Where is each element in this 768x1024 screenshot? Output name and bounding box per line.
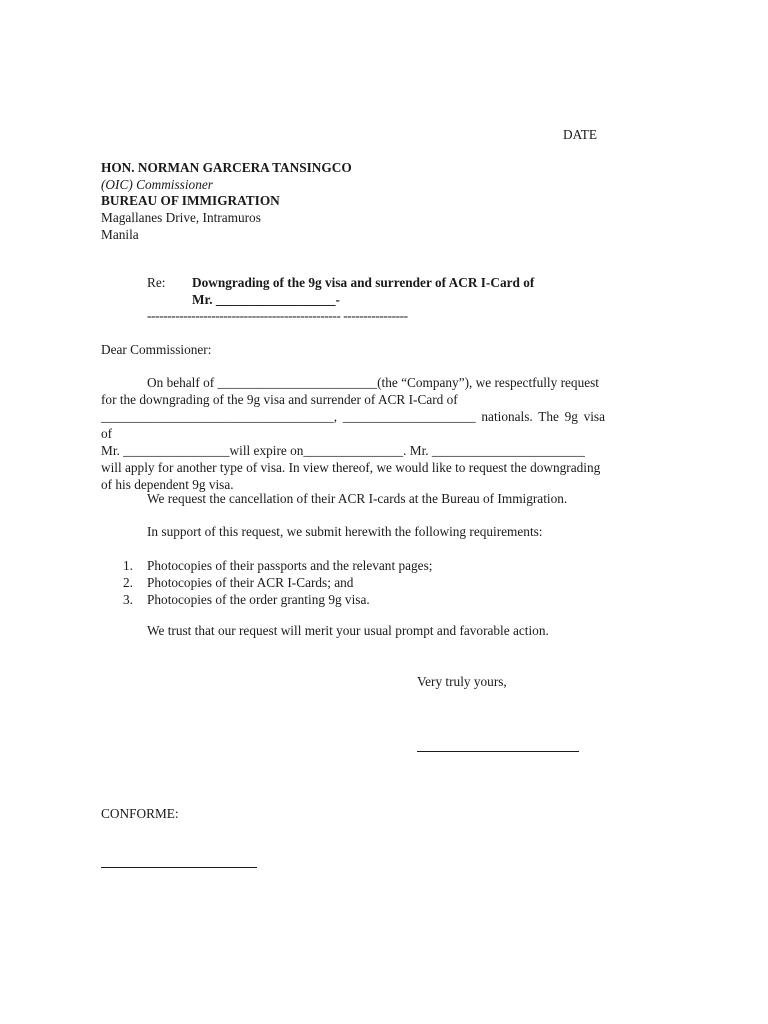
list-item-text: Photocopies of the order granting 9g visa. bbox=[147, 592, 370, 607]
date-placeholder: DATE bbox=[563, 127, 597, 142]
list-item-number: 3. bbox=[123, 592, 133, 607]
conforme-label: CONFORME: bbox=[101, 806, 179, 821]
list-item-number: 2. bbox=[123, 575, 133, 590]
closing: Very truly yours, bbox=[417, 674, 507, 689]
re-divider: ------------------------------------------------ ---------------- bbox=[147, 308, 408, 323]
list-item-text: Photocopies of their passports and the relevant pages; bbox=[147, 558, 433, 573]
addressee-name: HON. NORMAN GARCERA TANSINGCO bbox=[101, 160, 352, 175]
body-paragraph-2: We request the cancellation of their ACR I-cards at the Bureau of Immigration. bbox=[147, 491, 568, 506]
list-item bbox=[101, 557, 432, 574]
para1-line-1: On behalf of ________________________(the “Company”), we respectfully request bbox=[147, 375, 599, 390]
addressee-city: Manila bbox=[101, 227, 139, 242]
signature-line bbox=[417, 751, 579, 752]
re-subject-line1: Downgrading of the 9g visa and surrender of ACR I-Card of bbox=[192, 275, 535, 290]
list-item-text: Photocopies of their ACR I-Cards; and bbox=[147, 575, 354, 590]
salutation: Dear Commissioner: bbox=[101, 342, 212, 357]
requirements-list bbox=[101, 557, 432, 608]
para1-line-6: of his dependent 9g visa. bbox=[101, 477, 234, 492]
addressee-office: BUREAU OF IMMIGRATION bbox=[101, 193, 280, 208]
list-item-number: 1. bbox=[123, 558, 133, 573]
list-item bbox=[101, 591, 432, 608]
addressee-position: (OIC) Commissioner bbox=[101, 177, 213, 192]
addressee-street: Magallanes Drive, Intramuros bbox=[101, 210, 261, 225]
body-paragraph-3: In support of this request, we submit herewith the following requirements: bbox=[147, 524, 543, 539]
para1-line-4: Mr. ________________will expire on_______________. Mr. _______________________ bbox=[101, 443, 585, 458]
body-paragraph-1 bbox=[101, 374, 605, 493]
re-subject-line2: Mr. __________________- bbox=[192, 292, 340, 307]
list-item bbox=[101, 574, 432, 591]
para1-line-5: will apply for another type of visa. In view thereof, we would like to request the downgrading bbox=[101, 460, 601, 475]
para1-line-2: for the downgrading of the 9g visa and surrender of ACR I-Card of bbox=[101, 392, 458, 407]
body-paragraph-4: We trust that our request will merit your usual prompt and favorable action. bbox=[147, 623, 549, 638]
conforme-signature-line bbox=[101, 867, 257, 868]
re-label: Re: bbox=[147, 275, 166, 290]
para1-line-3: ___________________________________, ____________________ nationals. The 9g visa of bbox=[101, 409, 605, 441]
